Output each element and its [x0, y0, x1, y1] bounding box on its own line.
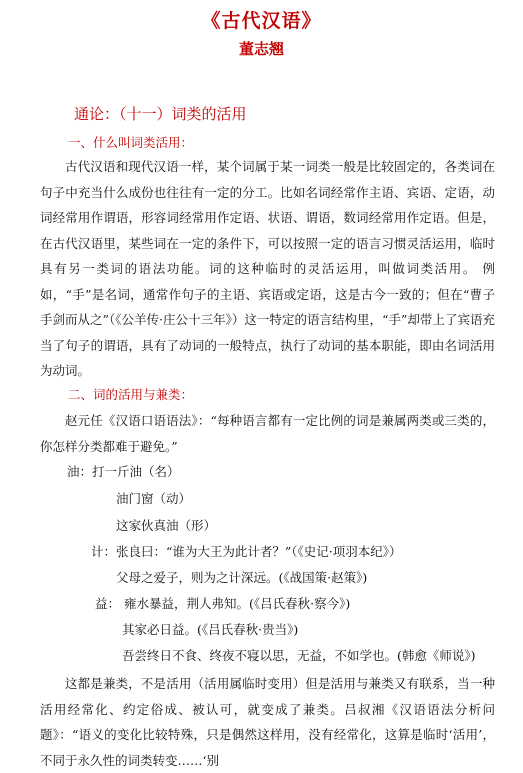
example-yi-chajin: 益： 雍水暴益，荆人弗知。(《吕氏春秋·察今》): [95, 596, 351, 611]
heading-what-is-word-class-flexibility: 一、什么叫词类活用：: [68, 135, 194, 150]
example-ji-shiji: 计：张良曰：“谁为大王为此计者？”（《史记·项羽本纪》）: [91, 544, 402, 559]
author-name: 董志翘: [238, 40, 284, 58]
section-title: 通论：（十一）词类的活用: [74, 105, 247, 123]
example-you-adjective: 这家伙真油（形）: [116, 518, 217, 533]
example-you-verb: 油门窗（动）: [116, 491, 192, 506]
paragraph-closing: 这都是兼类，不是活用（活用属临时变用）但是活用与兼类又有联系，当一种活用经常化、约定俗成、被认可，就变成了兼类。吕叔湘《汉语语法分析问题》：“语义的变化比较特殊，只是偶然这样用，没有经常化，这算是临时‘活用’，不同于永久性的词类转变……‘别: [40, 676, 495, 768]
example-you-noun: 油：打一斤油（名）: [67, 464, 180, 479]
paragraph-definition: 古代汉语和现代汉语一样，某个词属于某一词类一般是比较固定的，各类词在句子中充当什么成份也往往有一定的分工。比如名词经常作主语、宾语、定语，动词经常用作谓语，形容词经常用作定语、状语、谓语，数词经常用作定语。但是，在古代汉语里，某些词在一定的条件下，可以按照一定的语言习惯灵活运用，临时具有另一类词的语法功能。词的这种临时的灵活运用，叫做词类活用。 例如，“手”是名词，通常作句子的主语、宾语或定语，这是古今一致的；但在“曹子手剑而从之”（《公羊传·庄公十三年》）这一特定的语言结构里，“手”却带上了宾语充当了句子的谓语，具有了动词的一般特点，执行了动词的基本职能，即由名词活用为动词。: [40, 159, 495, 378]
document-title: 《古代汉语》: [201, 10, 322, 32]
example-yi-shishuo: 吾尝终日不食、终夜不寝以思，无益，不如学也。(韩愈《师说》): [122, 648, 476, 663]
example-ji-zhanguoce: 父母之爱子，则为之计深远。(《战国策·赵策》): [116, 570, 368, 585]
heading-flexibility-and-multiclass: 二、词的活用与兼类：: [68, 387, 194, 402]
example-yi-guidang: 其家必日益。(《吕氏春秋·贵当》): [122, 622, 299, 637]
paragraph-zhao-quote: 赵元任《汉语口语语法》：“每种语言都有一定比例的词是兼属两类或三类的，你怎样分类都难于避免。”: [40, 413, 495, 454]
